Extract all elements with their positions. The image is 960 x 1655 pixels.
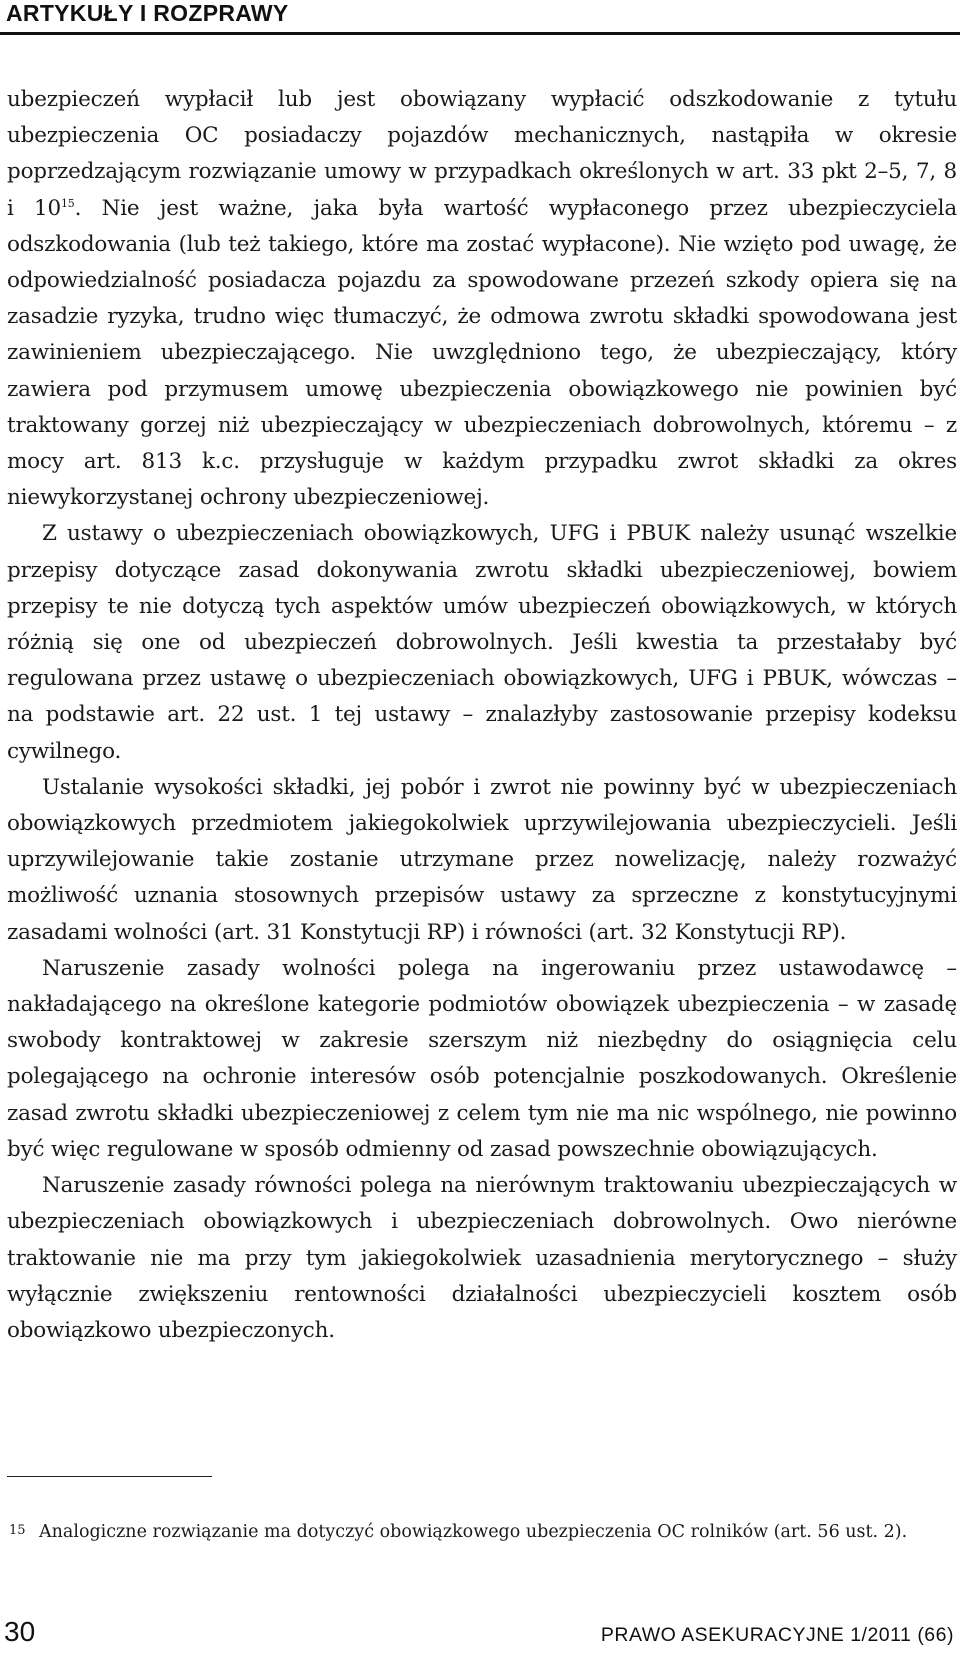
section-label: ARTYKUŁY I ROZPRAWY bbox=[6, 0, 289, 26]
footnote-rule bbox=[7, 1476, 212, 1477]
footnote-reference[interactable]: 15 bbox=[61, 196, 75, 210]
header-rule bbox=[0, 32, 960, 35]
journal-title: PRAWO ASEKURACYJNE 1/2011 (66) bbox=[600, 1624, 954, 1646]
page-footer bbox=[0, 1616, 960, 1652]
footnote-text: Analogiczne rozwiązanie ma dotyczyć obowiązkowego ubezpieczenia OC rolników (art. 56 ust. 2). bbox=[39, 1522, 908, 1542]
footnote-number: 15 bbox=[9, 1523, 26, 1538]
article-body bbox=[7, 82, 957, 1349]
paragraph-3: Ustalanie wysokości składki, jej pobór i zwrot nie powinny być w ubezpieczeniach obowiązkowych przedmiotem jakiegokolwiek uprzywilejowania ubezpieczycieli. Jeśli uprzywilejowanie takie zostanie utrzymane przez nowelizację, należy rozważyć możliwość uznania stosownych przepisów ustawy za sprzeczne z konstytucyjnymi zasadami wolności (art. 31 Konstytucji RP) i równości (art. 32 Konstytucji RP). bbox=[7, 774, 957, 945]
paragraph-1-text: ubezpieczeń wypłacił lub jest obowiązany wypłacić odszkodowanie z tytułu ubezpieczenia OC posiadaczy pojazdów mechanicznych, nastąpiła w okresie poprzedzającym rozwiązanie umowy w przypadkach określonych w art. 33 pkt 2–5, 7, 8 i 10 bbox=[7, 87, 957, 221]
paragraph-2: Z ustawy o ubezpieczeniach obowiązkowych, UFG i PBUK należy usunąć wszelkie przepisy dotyczące zasad dokonywania zwrotu składki ubezpieczeniowej, bowiem przepisy te nie dotyczą tych aspektów umów ubezpieczeń obowiązkowych, w których różnią się one od ubezpieczeń dobrowolnych. Jeśli kwestia ta przestałaby być regulowana przez ustawę o ubezpieczeniach obowiązkowych, UFG i PBUK, wówczas – na podstawie art. 22 ust. 1 tej ustawy – znalazłyby zastosowanie przepisy kodeksu cywilnego. bbox=[7, 521, 957, 764]
paragraph-5: Naruszenie zasady równości polega na nierównym traktowaniu ubezpieczających w ubezpieczeniach obowiązkowych i ubezpieczeniach dobrowolnych. Owo nierówne traktowanie nie ma przy tym jakiegokolwiek uzasadnienia merytorycznego – służy wyłącznie zwiększeniu rentowności działalności ubezpieczycieli kosztem osób obowiązkowo ubezpieczonych. bbox=[7, 1173, 957, 1343]
page-number: 30 bbox=[4, 1616, 36, 1647]
page-header bbox=[0, 0, 960, 36]
paragraph-4: Naruszenie zasady wolności polega na ingerowaniu przez ustawodawcę – nakładającego na określone kategorie podmiotów obowiązek ubezpieczenia – w zasadę swobody kontraktowej w zakresie szerszym niż niezbędny do osiągnięcia celu polegającego na ochronie interesów osób potencjalnie poszkodowanych. Określenie zasad zwrotu składki ubezpieczeniowej z celem tym nie ma nic wspólnego, nie powinno być więc regulowane w sposób odmienny od zasad powszechnie obowiązujących. bbox=[7, 955, 957, 1162]
paragraph-1-text-continued: . Nie jest ważne, jaka była wartość wypłaconego przez ubezpieczyciela odszkodowania (lub też takiego, które ma zostać wypłacone). Nie wzięto pod uwagę, że odpowiedzialność posiadacza pojazdu za spowodowane przezeń szkody opiera się na zasadzie ryzyka, trudno więc tłumaczyć, że odmowa zwrotu składki spowodowana jest zawinieniem ubezpieczającego. Nie uwzględniono tego, że ubezpieczający, który zawiera pod przymusem umowę ubezpieczenia obowiązkowego nie powinien być traktowany gorzej niż ubezpieczający w ubezpieczeniach dobrowolnych, któremu – z mocy art. 813 k.c. przysługuje w każdym przypadku zwrot składki za okres niewykorzystanej ochrony ubezpieczeniowej. bbox=[7, 195, 957, 511]
footnote bbox=[7, 1519, 957, 1546]
paragraph-1 bbox=[7, 82, 957, 516]
